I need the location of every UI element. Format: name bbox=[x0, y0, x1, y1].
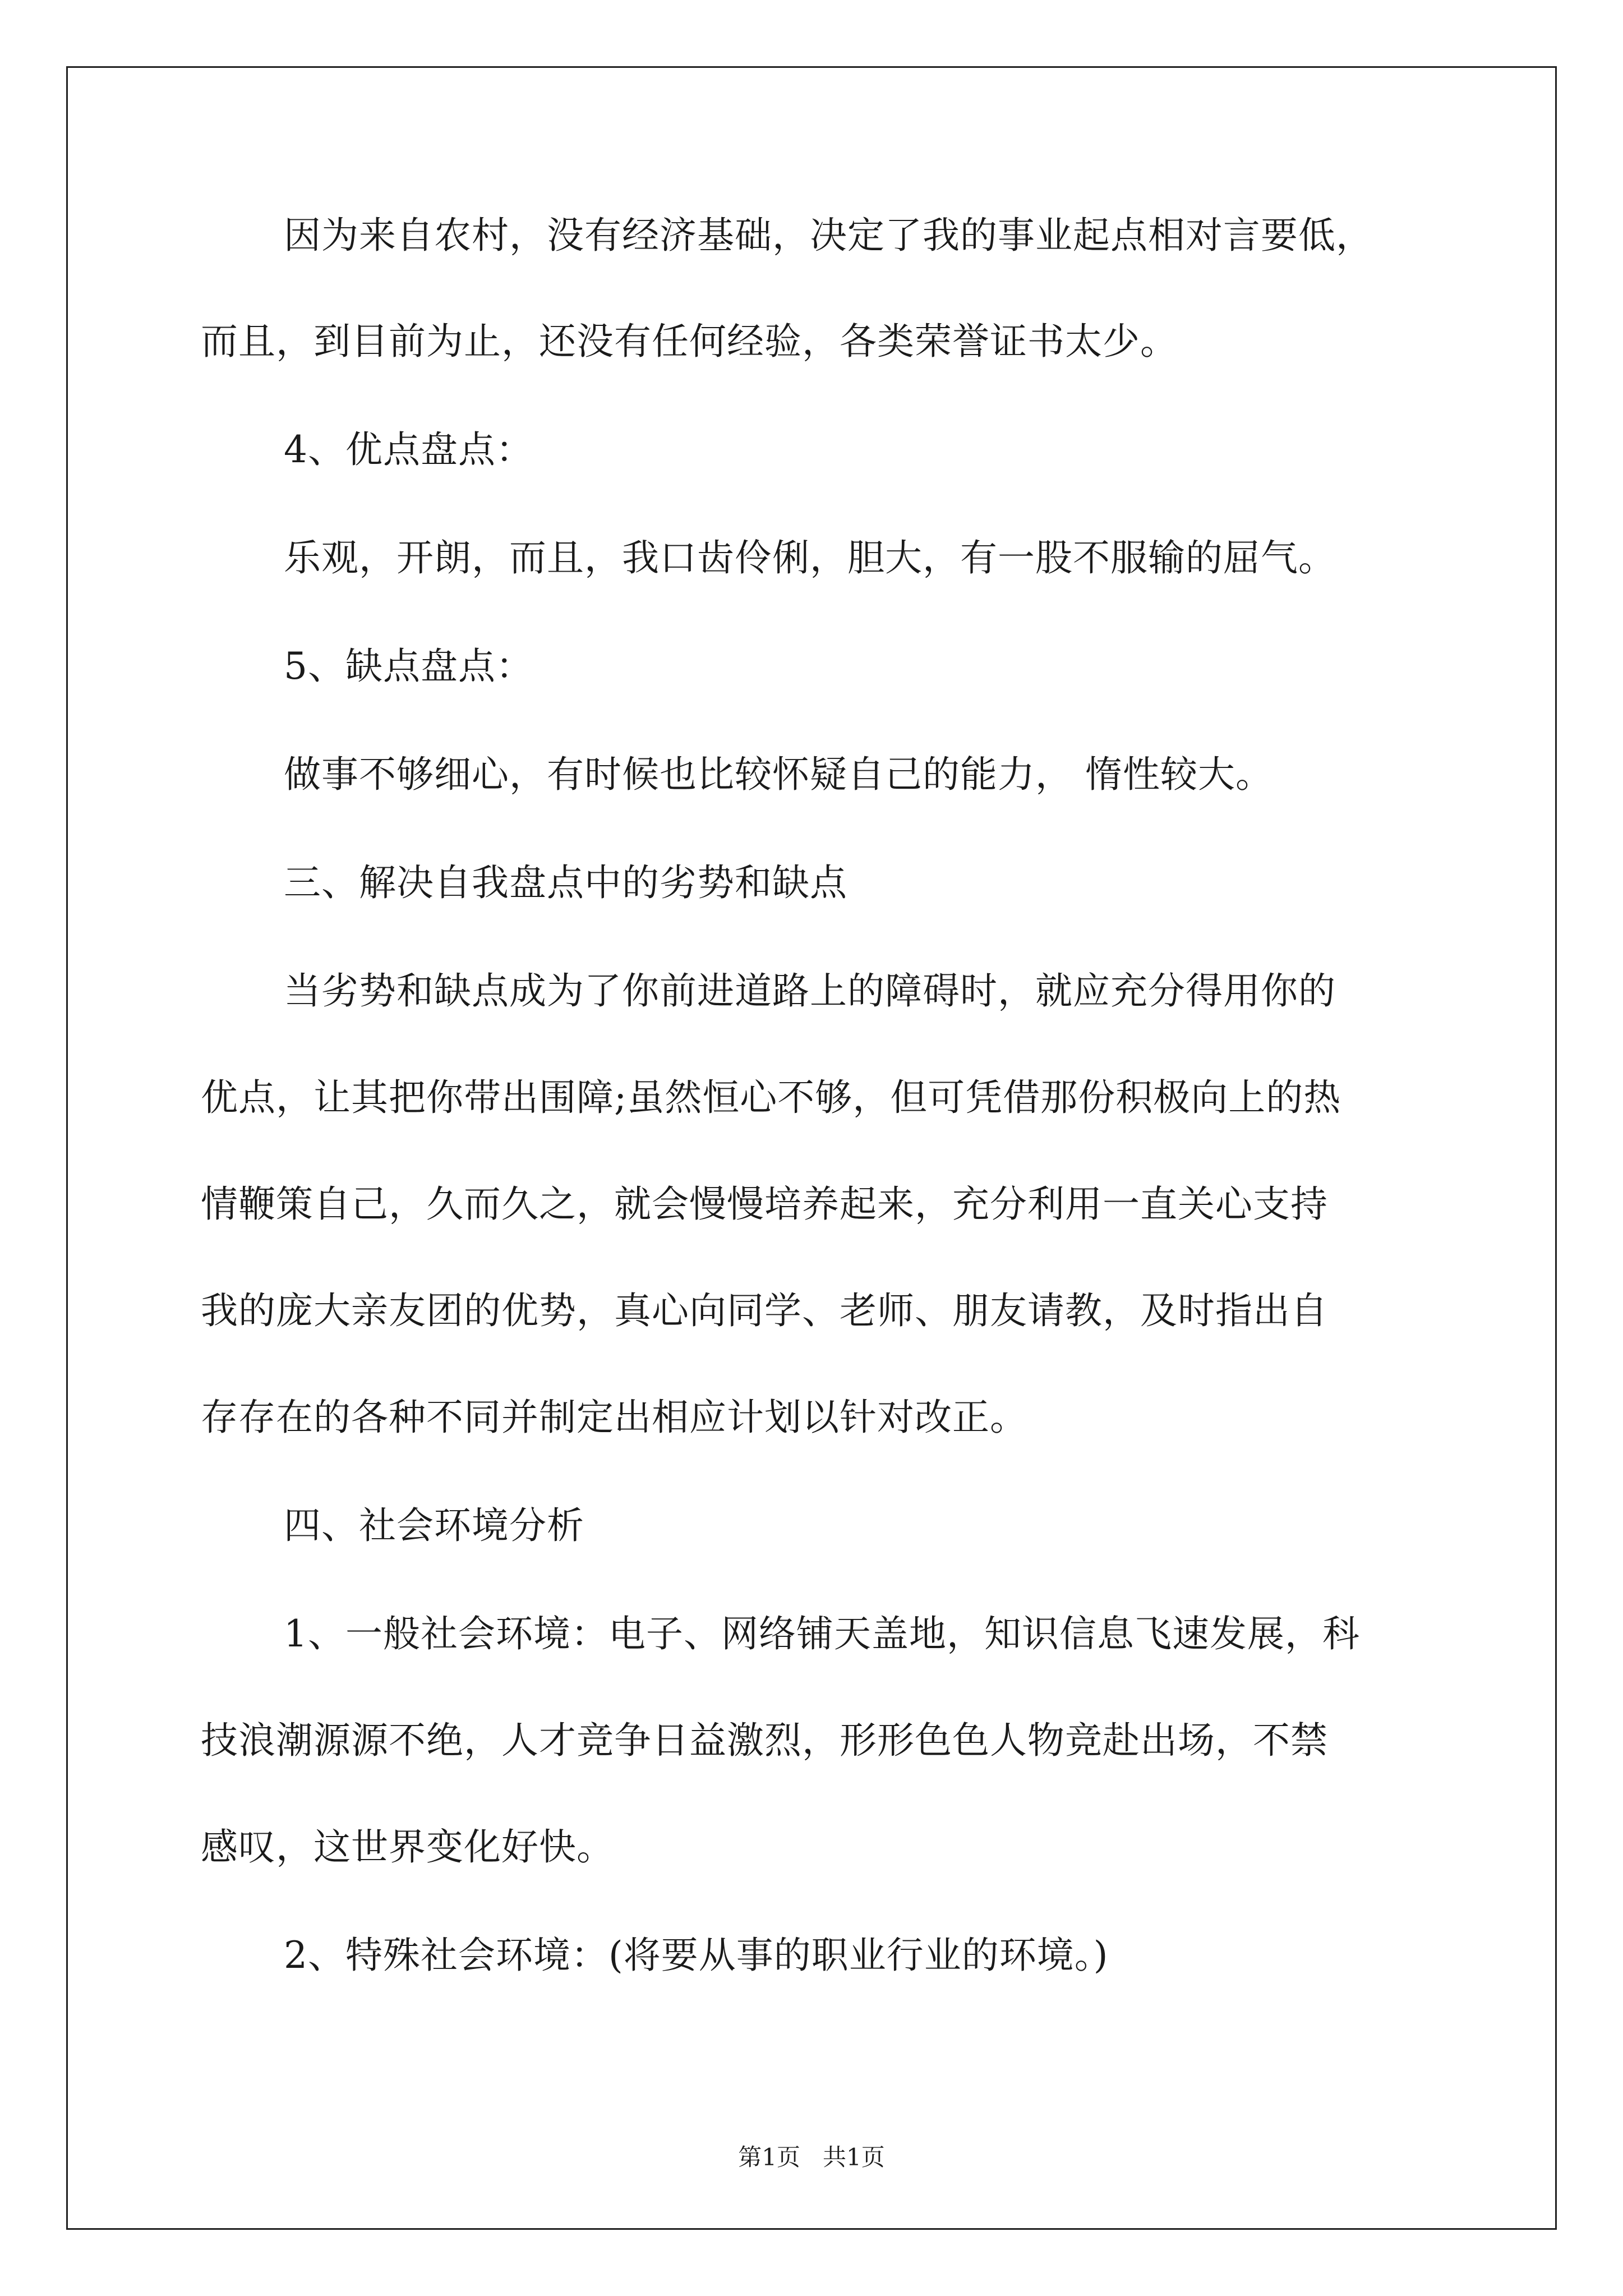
page-footer: 第1页 共1页 bbox=[738, 2143, 885, 2171]
document-body bbox=[201, 210, 1468, 1981]
text-line: 而且，到目前为止，还没有任何经验，各类荣誉证书太少。 bbox=[201, 320, 1178, 363]
paragraph bbox=[201, 533, 1468, 583]
paragraph bbox=[201, 210, 1468, 367]
paragraph bbox=[201, 966, 1468, 1443]
section-heading bbox=[201, 1501, 1468, 1551]
text-line: 5、缺点盘点： bbox=[284, 645, 533, 688]
text-line: 做事不够细心，有时候也比较怀疑自己的能力， 惰性较大。 bbox=[284, 753, 1273, 796]
text-line: 当劣势和缺点成为了你前进道路上的障碍时，就应充分得用你的 bbox=[284, 969, 1336, 1013]
text-line: 技浪潮源源不绝，人才竞争日益激烈，形形色色人物竞赴出场，不禁 bbox=[201, 1719, 1328, 1762]
paragraph bbox=[201, 749, 1468, 800]
section-heading bbox=[201, 641, 1468, 692]
text-line: 存存在的各种不同并制定出相应计划以针对改正。 bbox=[201, 1396, 1027, 1439]
paragraph bbox=[201, 1930, 1468, 1981]
text-line: 4、优点盘点： bbox=[284, 428, 533, 471]
section-heading bbox=[201, 858, 1468, 908]
text-line: 因为来自农村，没有经济基础，决定了我的事业起点相对言要低， bbox=[284, 214, 1373, 257]
text-line: 优点，让其把你带出围障;虽然恒心不够，但可凭借那份积极向上的热 bbox=[201, 1076, 1341, 1119]
section-heading bbox=[201, 425, 1468, 475]
text-line: 四、社会环境分析 bbox=[284, 1504, 584, 1547]
paragraph bbox=[201, 1609, 1468, 1872]
text-line: 情鞭策自己，久而久之，就会慢慢培养起来，充分利用一直关心支持 bbox=[201, 1182, 1328, 1226]
text-line: 乐观，开朗，而且，我口齿伶俐，胆大，有一股不服输的屈气。 bbox=[284, 536, 1336, 579]
text-line: 1、一般社会环境：电子、网络铺天盖地，知识信息飞速发展，科 bbox=[284, 1612, 1360, 1655]
text-line: 2、特殊社会环境：(将要从事的职业行业的环境。) bbox=[284, 1934, 1109, 1977]
text-line: 我的庞大亲友团的优势，真心向同学、老师、朋友请教，及时指出自 bbox=[201, 1289, 1328, 1332]
text-line: 感叹，这世界变化好快。 bbox=[201, 1825, 614, 1869]
text-line: 三、解决自我盘点中的劣势和缺点 bbox=[284, 861, 847, 904]
